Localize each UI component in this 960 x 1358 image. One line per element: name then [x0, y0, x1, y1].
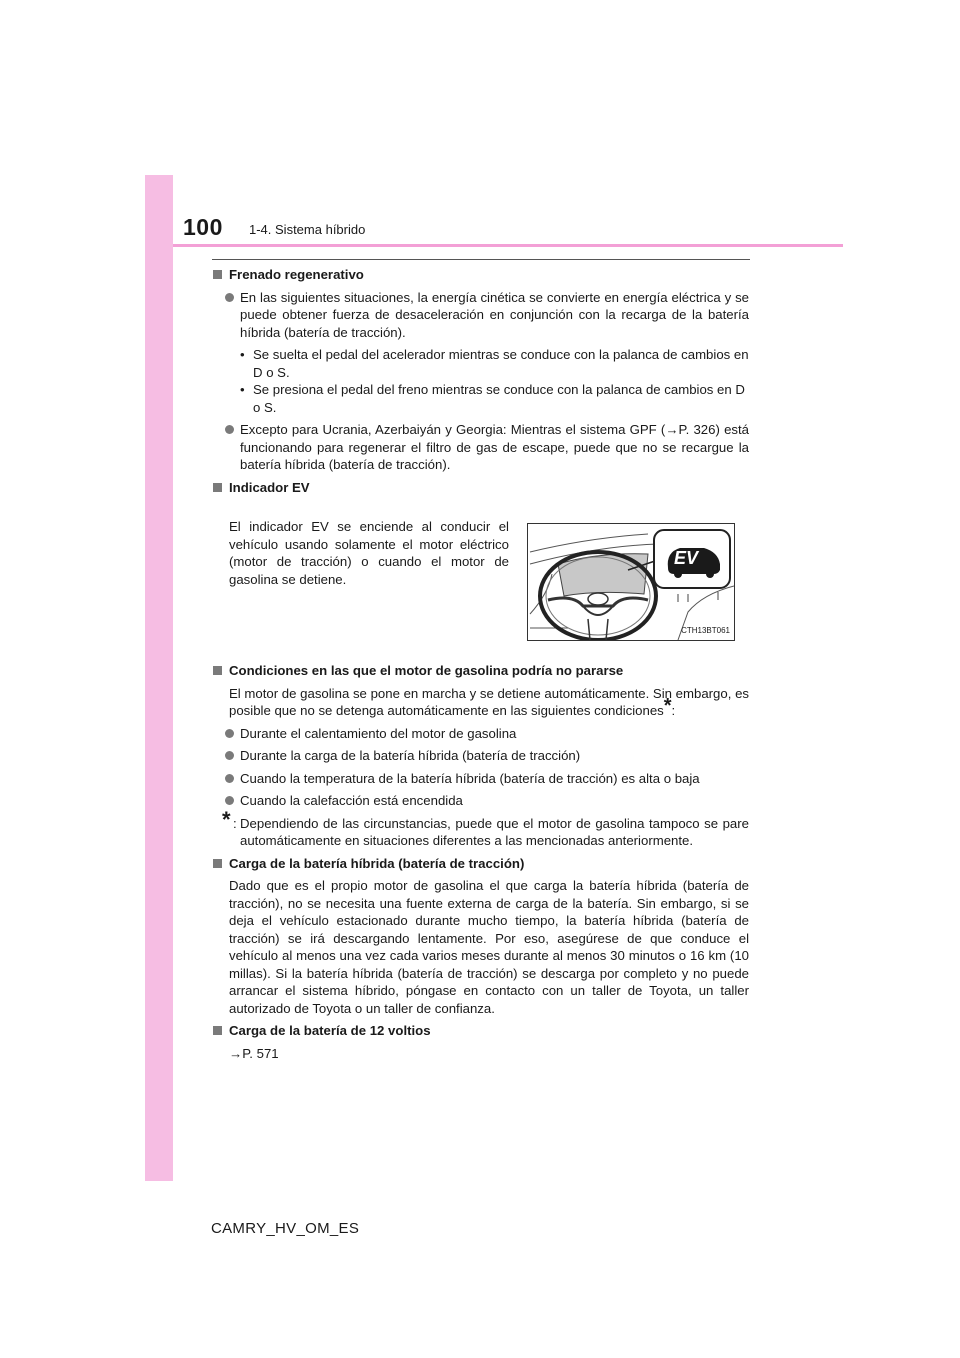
condition-item-3: Cuando la temperatura de la batería híbrida (batería de tracción) es alta o baja [211, 770, 749, 788]
heading-12v: Carga de la batería de 12 voltios [211, 1022, 749, 1040]
asterisk-mark: * [663, 694, 672, 717]
regen-sub-2: • Se presiona el pedal del freno mientras se conduce con la palanca de cambios en D o S. [240, 382, 745, 415]
conditions-intro: El motor de gasolina se pone en marcha y se detiene automáticamente. Sin embargo, es posible que no se detenga automáticamente en las siguientes condiciones*: [229, 685, 749, 718]
regen-bullet-1: En las siguientes situaciones, la energía cinética se convierte en energía eléctrica y se puede obtener fuerza de desaceleración en conjunción con la recarga de la batería híbrida (batería de tracción). [211, 289, 749, 342]
page-number: 100 [183, 214, 223, 240]
heading-conditions: Condiciones en las que el motor de gasolina podría no pararse [211, 662, 749, 680]
ev-illustration [527, 523, 735, 641]
ev-block [211, 501, 749, 657]
header-divider [173, 244, 843, 247]
document-code: CAMRY_HV_OM_ES [211, 1220, 360, 1237]
conditions-footnote: * : Dependiendo de las circunstancias, puede que el motor de gasolina tampoco se pare automáticamente en situaciones diferentes a las mencionadas anteriormente. [222, 806, 749, 848]
sidebar-tab [145, 175, 173, 1181]
condition-item-4: Cuando la calefacción está encendida [211, 792, 749, 810]
page-content [211, 266, 749, 1067]
condition-item-1: Durante el calentamiento del motor de gasolina [211, 725, 749, 743]
hybrid-charge-text: Dado que es el propio motor de gasolina el que carga la batería híbrida (batería de tracción), no se necesita una fuente externa de carga de la batería. Sin embargo, si se deja el vehículo estacionado durante mucho tiempo, la batería híbrida (batería de tracción) se irá descargando lentamente. Por eso, asegúrese de que conduce el vehículo al menos una vez cada varios meses durante al menos 30 minutos o 16 km (10 millas). Si la batería híbrida (batería de tracción) se descarga por completo y no puede arrancar el sistema híbrido, póngase en contacto con un taller de Toyota, un taller autorizado de Toyota o un taller de confianza. [229, 878, 749, 1016]
condition-item-2: Durante la carga de la batería híbrida (batería de tracción) [211, 747, 749, 765]
figure-code: CTH13BT061 [681, 625, 730, 635]
regen-sublist [211, 346, 749, 416]
content-rule [212, 259, 750, 260]
ev-description: El indicador EV se enciende al conducir el vehículo usando solamente el motor eléctrico (motor de tracción) o cuando el motor de gasolina se detiene. [229, 519, 509, 587]
battery12-reference[interactable]: →P. 571 [229, 1045, 279, 1061]
heading-regen: Frenado regenerativo [211, 266, 749, 284]
regen-bullet-2: Excepto para Ucrania, Azerbaiyán y Georgia: Mientras el sistema GPF (→P. 326) está funcionando para regenerar el filtro de gas de escape, puede que no se recargue la batería híbrida (batería de tracción). [211, 421, 749, 474]
heading-ev: Indicador EV [211, 479, 749, 497]
heading-hybrid-charge: Carga de la batería híbrida (batería de tracción) [211, 855, 749, 873]
section-title: 1-4. Sistema híbrido [249, 222, 366, 237]
regen-sub-1: • Se suelta el pedal del acelerador mientras se conduce con la palanca de cambios en D o S. [240, 347, 749, 380]
ev-icon-label: EV [674, 548, 699, 568]
